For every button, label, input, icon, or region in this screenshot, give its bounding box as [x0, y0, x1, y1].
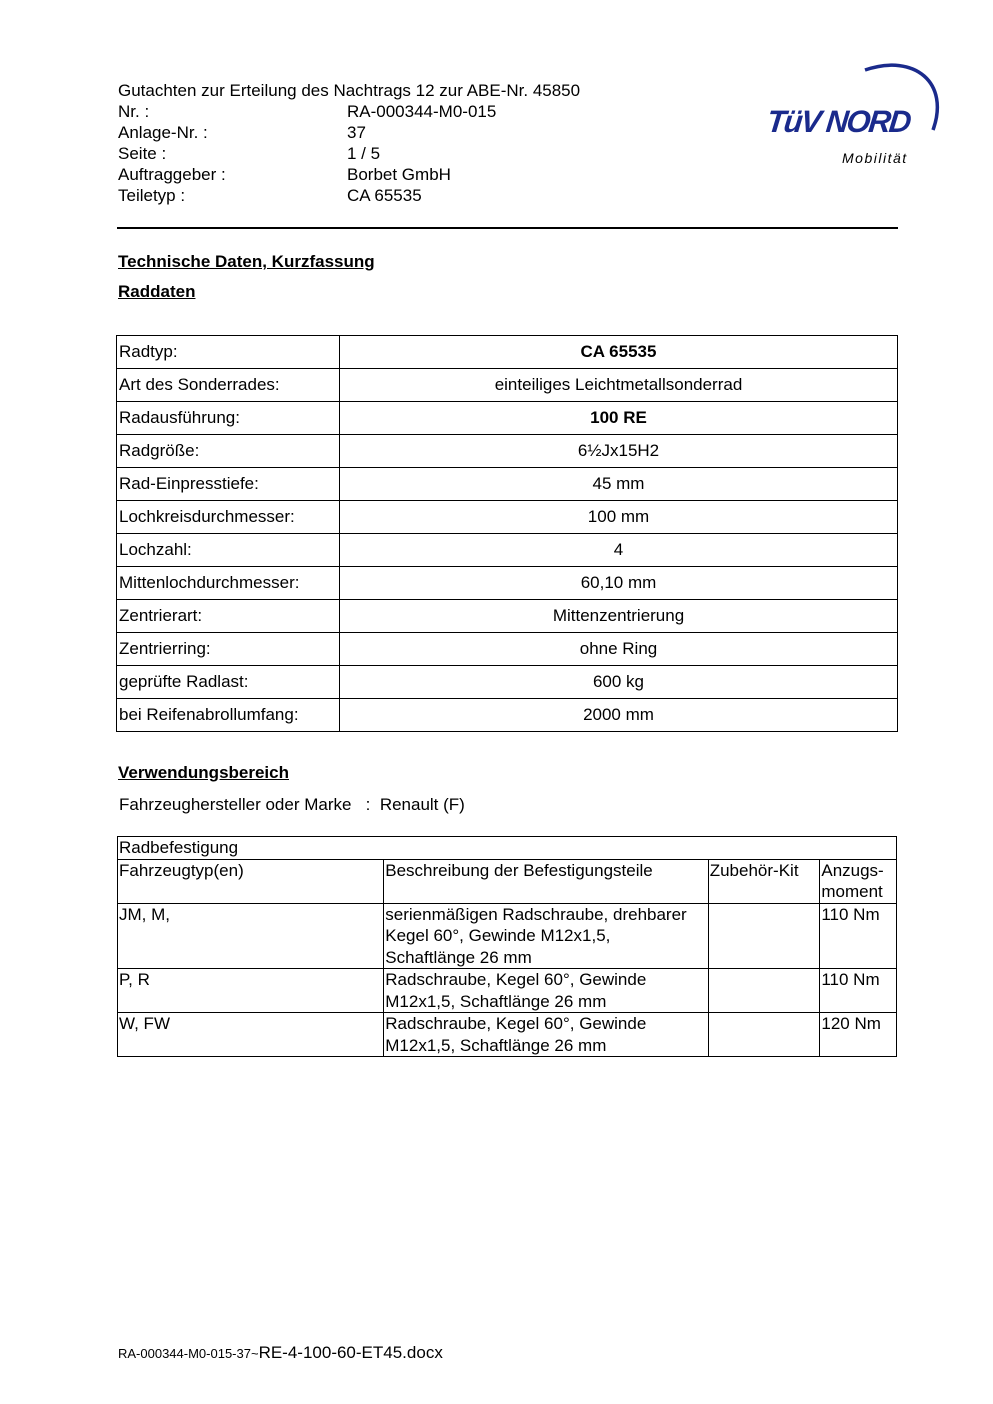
raddaten-value: Mittenzentrierung	[340, 600, 898, 633]
raddaten-label: Radtyp:	[117, 336, 340, 369]
cell-kit	[708, 1013, 820, 1057]
table-row	[117, 633, 898, 666]
table-row	[117, 534, 898, 567]
table-row	[117, 567, 898, 600]
header-row-key: Nr. :	[118, 102, 150, 121]
raddaten-label: Rad-Einpresstiefe:	[117, 468, 340, 501]
cell-kit	[708, 903, 820, 969]
table-header-row	[118, 859, 897, 903]
cell-beschreibung: Radschraube, Kegel 60°, Gewinde M12x1,5, Schaftlänge 26 mm	[384, 969, 708, 1013]
column-header: Fahrzeugtyp(en)	[118, 859, 384, 903]
usage-value: Renault (F)	[379, 795, 465, 814]
table-row	[117, 666, 898, 699]
header-row	[118, 164, 580, 185]
section-subtitle: Raddaten	[118, 282, 196, 301]
cell-typ: JM, M,	[118, 903, 384, 969]
cell-moment: 110 Nm	[820, 903, 897, 969]
document-title: Gutachten zur Erteilung des Nachtrags 12 zur ABE-Nr. 45850	[118, 81, 581, 100]
table-row	[117, 468, 898, 501]
header-rows	[118, 101, 580, 206]
footer-filename	[118, 1343, 443, 1363]
tuv-nord-logo	[765, 58, 945, 173]
raddaten-value: ohne Ring	[340, 633, 898, 666]
raddaten-label: Mittenlochdurchmesser:	[117, 567, 340, 600]
cell-beschreibung: serienmäßigen Radschraube, drehbarer Kegel 60°, Gewinde M12x1,5, Schaftlänge 26 mm	[384, 903, 708, 969]
document-header	[118, 80, 580, 206]
raddaten-value: 60,10 mm	[340, 567, 898, 600]
usage-label: Fahrzeughersteller oder Marke	[119, 795, 352, 814]
cell-moment: 120 Nm	[820, 1013, 897, 1057]
raddaten-label: Lochkreisdurchmesser:	[117, 501, 340, 534]
raddaten-label: Zentrierart:	[117, 600, 340, 633]
table-row	[118, 969, 897, 1013]
header-row	[118, 185, 580, 206]
raddaten-value: 6½Jx15H2	[340, 435, 898, 468]
header-row-value: Borbet GmbH	[347, 165, 451, 184]
cell-typ: P, R	[118, 969, 384, 1013]
column-header: Anzugs- moment	[820, 859, 897, 903]
footer-prefix: RA-000344-M0-015-37~	[118, 1346, 259, 1361]
usage-separator: :	[365, 795, 371, 814]
header-row-value: 37	[347, 123, 366, 142]
raddaten-value: 4	[340, 534, 898, 567]
raddaten-label: bei Reifenabrollumfang:	[117, 699, 340, 732]
header-row-value: 1 / 5	[347, 144, 381, 163]
section-title: Technische Daten, Kurzfassung	[118, 252, 375, 271]
footer-name: RE-4-100-60-ET45.docx	[258, 1343, 443, 1362]
cell-moment: 110 Nm	[820, 969, 897, 1013]
header-row-key: Auftraggeber :	[118, 165, 226, 184]
table-row	[117, 600, 898, 633]
logo-subtitle: Mobilität	[842, 150, 908, 166]
logo-brand-text: TüV NORD	[765, 104, 912, 139]
usage-title: Verwendungsbereich	[118, 763, 289, 782]
header-row-key: Anlage-Nr. :	[118, 123, 208, 142]
raddaten-value: 2000 mm	[340, 699, 898, 732]
header-divider	[117, 227, 898, 229]
header-row	[118, 143, 580, 164]
table-row	[117, 435, 898, 468]
raddaten-value: CA 65535	[340, 336, 898, 369]
cell-kit	[708, 969, 820, 1013]
raddaten-label: Radausführung:	[117, 402, 340, 435]
cell-beschreibung: Radschraube, Kegel 60°, Gewinde M12x1,5, Schaftlänge 26 mm	[384, 1013, 708, 1057]
table-row	[117, 699, 898, 732]
raddaten-label: Radgröße:	[117, 435, 340, 468]
raddaten-label: Zentrierring:	[117, 633, 340, 666]
header-row	[118, 101, 580, 122]
header-row-value: RA-000344-M0-015	[347, 102, 497, 121]
table-row	[117, 501, 898, 534]
column-header: Beschreibung der Befestigungsteile	[384, 859, 708, 903]
raddaten-value: 100 RE	[340, 402, 898, 435]
cell-typ: W, FW	[118, 1013, 384, 1057]
header-row-key: Seite :	[118, 144, 167, 163]
table-caption: Radbefestigung	[118, 837, 897, 860]
raddaten-value: 100 mm	[340, 501, 898, 534]
raddaten-value: 45 mm	[340, 468, 898, 501]
raddaten-label: Lochzahl:	[117, 534, 340, 567]
table-caption-row	[118, 837, 897, 860]
table-row	[118, 1013, 897, 1057]
header-row	[118, 122, 580, 143]
raddaten-value: 600 kg	[340, 666, 898, 699]
table-row	[117, 336, 898, 369]
header-row-key: Teiletyp :	[118, 186, 186, 205]
header-row-value: CA 65535	[347, 186, 422, 205]
table-row	[117, 402, 898, 435]
table-row	[117, 369, 898, 402]
raddaten-value: einteiliges Leichtmetallsonderrad	[340, 369, 898, 402]
usage-line	[119, 795, 465, 815]
raddaten-label: Art des Sonderrades:	[117, 369, 340, 402]
radbefestigung-table	[117, 836, 897, 1057]
raddaten-table	[116, 335, 898, 732]
table-row	[118, 903, 897, 969]
raddaten-label: geprüfte Radlast:	[117, 666, 340, 699]
column-header: Zubehör-Kit	[708, 859, 820, 903]
